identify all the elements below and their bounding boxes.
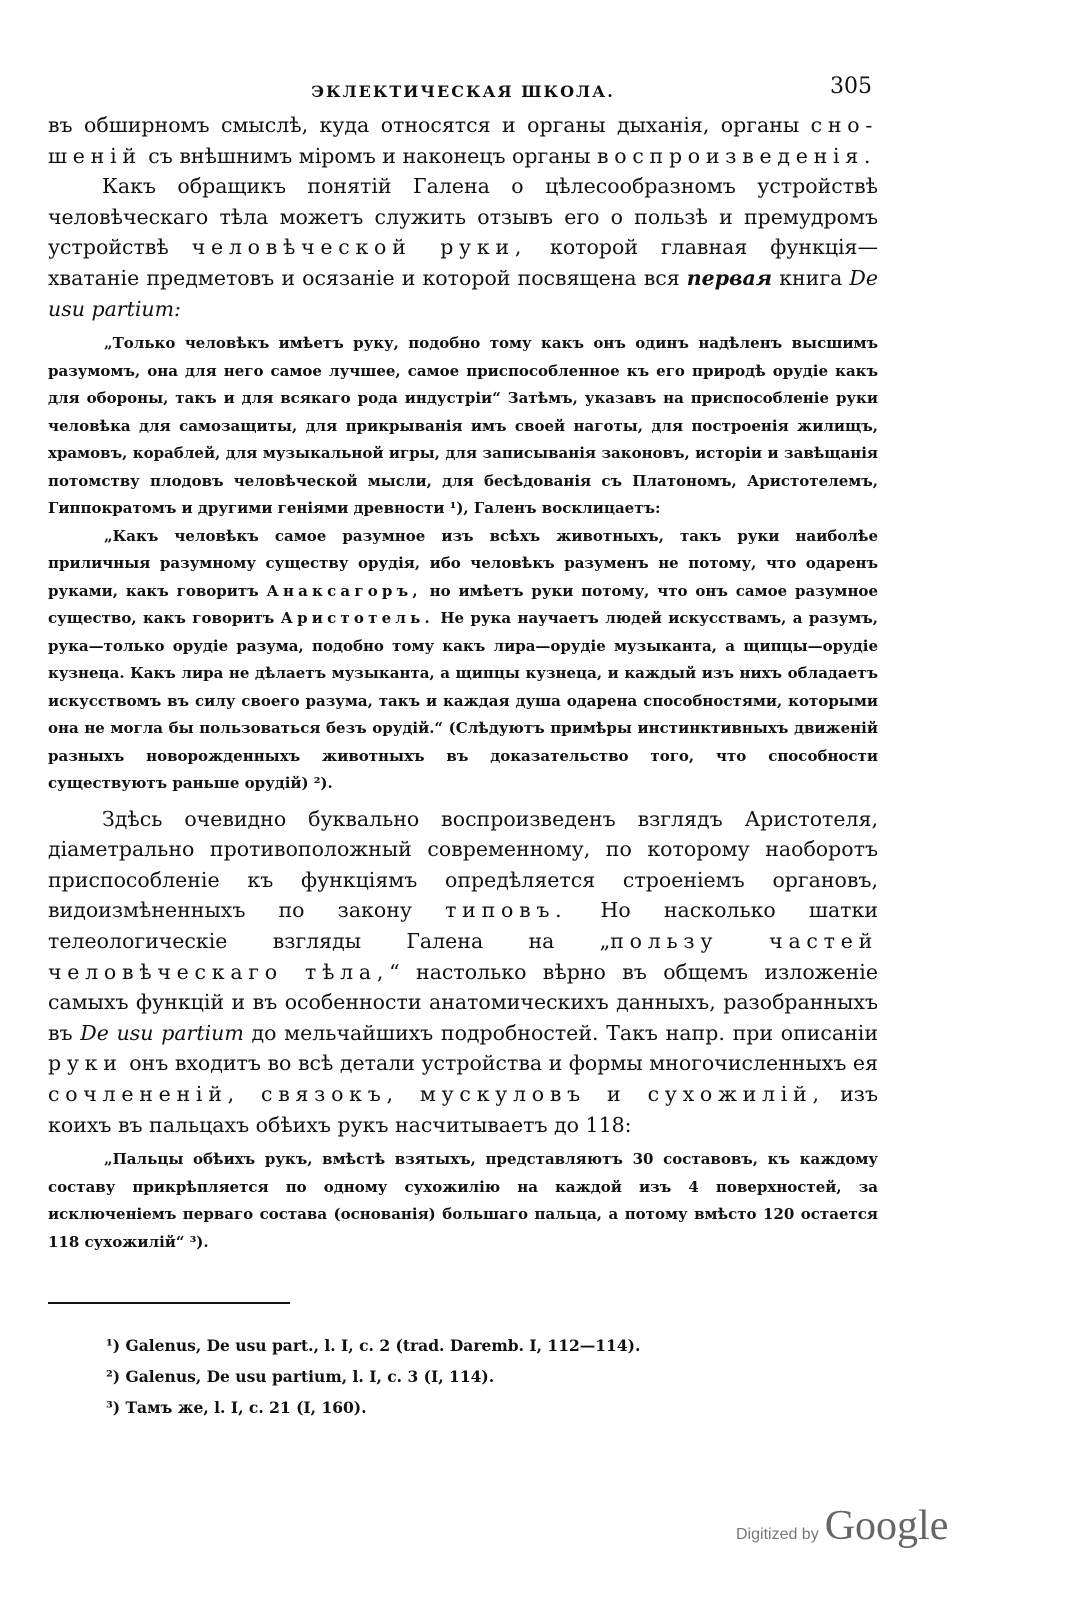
digitized-label: Digitized by [736,1526,819,1543]
spaced-term: сочлененій, связокъ, мускуловъ и сухожилій, [48,1082,825,1106]
spaced-term: сно-шеній [48,113,878,168]
text-run: но имѣетъ руки потому, что онъ самое разумное существо, какъ говоритъ [48,581,878,628]
book-title: De usu partium: [48,265,878,321]
text-run: Какъ обращикъ понятій Галена о цѣлесообразномъ устройствѣ человѣческаго тѣла можетъ служить отзывъ его о пользѣ и премудромъ устройствѣ [48,174,878,260]
paragraph-1 [48,110,878,171]
footnote-divider [48,1302,290,1304]
text-run: до мельчайшихъ подробностей. Такъ напр. при описаніи [243,1020,878,1045]
footnote-2: ²) Galenus, De usu partium, l. I, c. 3 (I, 114). [106,1367,495,1387]
paragraph-2 [48,171,878,324]
quote-block-1 [48,330,878,798]
text-run: онъ входитъ во всѣ детали устройства и формы многочисленныхъ ея [122,1051,878,1076]
book-title: De usu partium [80,1020,244,1045]
main-text [48,110,878,1256]
footnote-1: ¹) Galenus, De usu part., l. I, c. 2 (trad. Daremb. I, 112—114). [106,1336,641,1356]
digitized-watermark [736,1502,948,1550]
running-head: ЭКЛЕКТИЧЕСКАЯ ШКОЛА. [311,82,615,101]
text-run: изъ коихъ въ пальцахъ обѣихъ рукъ насчитываетъ до 118: [48,1082,878,1137]
text-run: съ внѣшнимъ міромъ и наконецъ органы [141,143,597,168]
page-header [48,70,878,110]
spaced-term: человѣческой руки, [191,235,528,260]
quote-block-2 [48,1146,878,1256]
quote-paragraph: „Только человѣкъ имѣетъ руку, подобно тому какъ онъ одинъ надѣленъ высшимъ разумомъ, она для него самое лучшее, самое приспособленное къ его природѣ орудіе какъ для обороны, такъ и для всякаго рода индустріи“ Затѣмъ, указавъ на приспособленіе руки человѣка для самозащиты, для прикрыванія имъ своей наготы, для построенія жилищъ, храмовъ, кораблей, для музыкальной игры, для записыванія законовъ, исторіи и завѣщанія потомству плодовъ человѣческой мысли, для бесѣдованія съ Платономъ, Аристотелемъ, Гиппократомъ и другими геніями древности ¹), Галенъ восклицаетъ: [48,334,878,518]
google-logo: Google [824,1503,949,1549]
text-run: въ обширномъ смыслѣ, куда относятся и органы дыханія, органы [48,113,811,137]
text-run: книга [772,265,850,290]
footnotes [48,1330,878,1423]
text-run: Не рука научаетъ людей искусствамъ, а разумъ, рука—только орудіе разума, подобно тому какъ лира—орудіе музыканта, а щипцы—орудіе кузнеца. Какъ лира не дѣлаетъ музыканта, а щипцы кузнеца, и каждый изъ нихъ обладаетъ искусствомъ въ силу своего разума, такъ и каждая душа одарена способностями, которыми она не могла бы пользоваться безъ орудій.“ (Слѣдуютъ примѣры инстинктивныхъ движеній разныхъ новорожденныхъ животныхъ въ доказательство того, что способности существуютъ раньше орудій) ²). [48,609,878,793]
spaced-term: типовъ. [445,898,568,923]
spaced-term: руки [48,1051,123,1076]
quote-paragraph: „Пальцы обѣихъ рукъ, вмѣстѣ взятыхъ, представляютъ 30 составовъ, къ каждому составу прикрѣпляется по одному сухожилію на каждой изъ 4 поверхностей, за исключеніемъ перваго состава (основанія) большаго пальца, а потому вмѣсто 120 остается 118 сухожилій“ ³). [48,1150,878,1251]
text-run: „Какъ человѣкъ самое разумное изъ всѣхъ животныхъ, такъ руки наиболѣе приличныя разумному существу орудія, ибо человѣкъ разуменъ не потому, что одаренъ руками, какъ говоритъ [48,526,878,600]
spaced-term: воспроизведенія. [596,143,877,168]
text-run: “ настолько вѣрно въ общемъ изложеніе самыхъ функцій и въ особенности анатомическихъ данныхъ, разобранныхъ въ [48,959,878,1045]
spaced-term: пользу частей человѣческаго тѣла, [48,929,878,984]
paragraph-3 [48,804,878,1141]
spaced-term: Анаксагоръ, [266,581,422,600]
spaced-term: Аристотель. [280,609,434,628]
text-run: которой главная функція—хватаніе предметовъ и осязаніе и которой посвящена вся [48,235,878,290]
emphasis: первая [686,265,773,290]
footnote-3: ³) Тамъ же, l. I, c. 21 (I, 160). [106,1398,367,1418]
quote-paragraph [48,523,878,798]
text-run: Но насколько шатки телеологическіе взгляды Галена на „ [48,898,878,954]
book-page [48,70,878,1423]
page-number: 305 [830,74,872,99]
text-run: Здѣсь очевидно буквально воспроизведенъ взглядъ Аристотеля, діаметрально противоположный современному, по которому наоборотъ приспособленіе къ функціямъ опредѣляется строеніемъ органовъ, видоизмѣненныхъ по закону [48,806,878,923]
